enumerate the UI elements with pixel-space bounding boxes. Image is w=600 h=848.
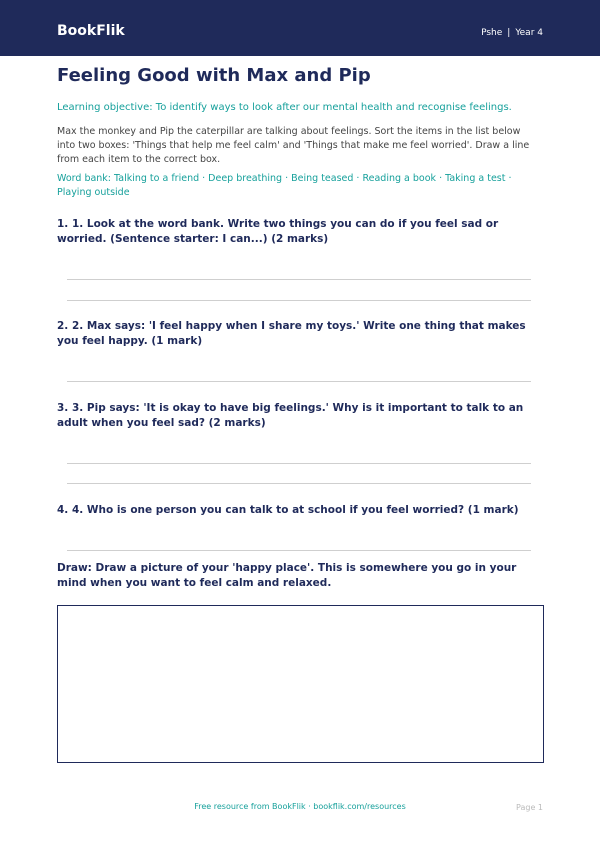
page-number: Page 1 (516, 803, 543, 812)
header-bar (0, 0, 600, 56)
answer-line[interactable] (67, 300, 531, 301)
answer-line[interactable] (67, 279, 531, 280)
answer-line[interactable] (67, 483, 531, 484)
learning-objective: Learning objective: To identify ways to look after our mental health and recognise feelings. (57, 102, 512, 113)
page-title: Feeling Good with Max and Pip (57, 65, 371, 86)
word-bank: Word bank: Talking to a friend · Deep breathing · Being teased · Reading a book · Taking a test · Playing outside (57, 173, 512, 198)
header-meta (481, 28, 543, 38)
answer-line[interactable] (67, 463, 531, 464)
question-4: 4. 4. Who is one person you can talk to at school if you feel worried? (1 mark) (57, 504, 519, 516)
meta-separator: | (507, 28, 511, 38)
answer-line[interactable] (67, 381, 531, 382)
brand-logo: BookFlik (57, 23, 125, 39)
answer-line[interactable] (67, 550, 531, 551)
question-2: 2. 2. Max says: 'I feel happy when I share my toys.' Write one thing that makes you feel happy. (1 mark) (57, 320, 526, 347)
drawing-box[interactable] (57, 605, 544, 763)
intro-text: Max the monkey and Pip the caterpillar are talking about feelings. Sort the items in the list below into two boxes: 'Things that help me feel calm' and 'Things that make me feel worried'. Draw a line from each item to the correct box. (57, 126, 530, 165)
question-1: 1. 1. Look at the word bank. Write two things you can do if you feel sad or worried. (Sentence starter: I can...) (2 marks) (57, 218, 499, 245)
year-label: Year 4 (515, 28, 543, 38)
footer-text: Free resource from BookFlik · bookflik.com/resources (194, 802, 406, 811)
draw-prompt: Draw: Draw a picture of your 'happy place'. This is somewhere you go in your mind when you want to feel calm and relaxed. (57, 562, 517, 589)
subject-label: Pshe (481, 28, 503, 38)
question-3: 3. 3. Pip says: 'It is okay to have big feelings.' Why is it important to talk to an adult when you feel sad? (2 marks) (57, 402, 524, 429)
